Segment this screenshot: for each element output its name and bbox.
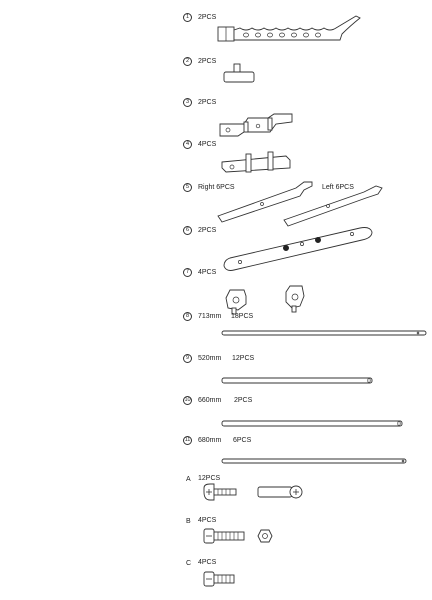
part-9-marker: 9 [183,354,192,363]
part-1-qty: 2PCS [198,14,217,21]
hardware-b-bolt [204,529,244,543]
part-11-qty: 6PCS [233,437,252,444]
part-10-marker: 10 [184,397,191,403]
hardware-a-barrel-nut [258,486,302,498]
part-5-qty-left: Left 6PCS [322,184,354,191]
part-2-marker: 2 [183,57,192,66]
part-4-clamp [222,152,290,172]
part-8-length: 713mm [198,313,222,320]
part-9-qty: 12PCS [232,355,255,362]
part-10-qty: 2PCS [234,397,253,404]
hardware-b-marker: B [186,518,191,525]
part-4-qty: 4PCS [198,141,217,148]
hardware-c-marker: C [186,560,192,567]
part-8-tube [222,331,426,335]
part-3-bracket [220,114,292,136]
part-6-long-plate [224,228,372,271]
part-1-hanger-bar [218,16,360,41]
part-1-marker: 1 [183,13,192,22]
hardware-c-qty: 4PCS [198,559,217,566]
hardware-b-qty: 4PCS [198,517,217,524]
part-7-fitting-right [286,286,304,312]
part-9-length: 520mm [198,355,222,362]
part-11-tube [222,459,406,463]
part-4-marker: 4 [183,140,192,149]
part-3-marker: 3 [183,98,192,107]
part-2-qty: 2PCS [198,58,217,65]
hardware-a-marker: A [186,476,191,483]
part-8-qty: 18PCS [231,313,254,320]
part-10-length: 660mm [198,397,222,404]
part-6-qty: 2PCS [198,227,217,234]
hardware-a-screw [204,484,236,500]
part-7-qty: 4PCS [198,269,217,276]
part-7-marker: 7 [183,268,192,277]
hardware-c-screw [204,572,234,586]
part-11-length: 680mm [198,437,222,444]
hardware-b-hex-nut [258,530,272,542]
part-5-qty-right: Right 6PCS [198,184,235,191]
part-10-tube [222,421,402,426]
part-9-tube [222,378,372,383]
part-11-marker: 11 [184,437,191,443]
part-3-qty: 2PCS [198,99,217,106]
part-5-marker: 5 [183,183,192,192]
part-6-marker: 6 [183,226,192,235]
part-2-t-connector [224,64,254,82]
part-8-marker: 8 [183,312,192,321]
part-7-fitting-left [226,290,246,314]
hardware-a-qty: 12PCS [198,475,221,482]
